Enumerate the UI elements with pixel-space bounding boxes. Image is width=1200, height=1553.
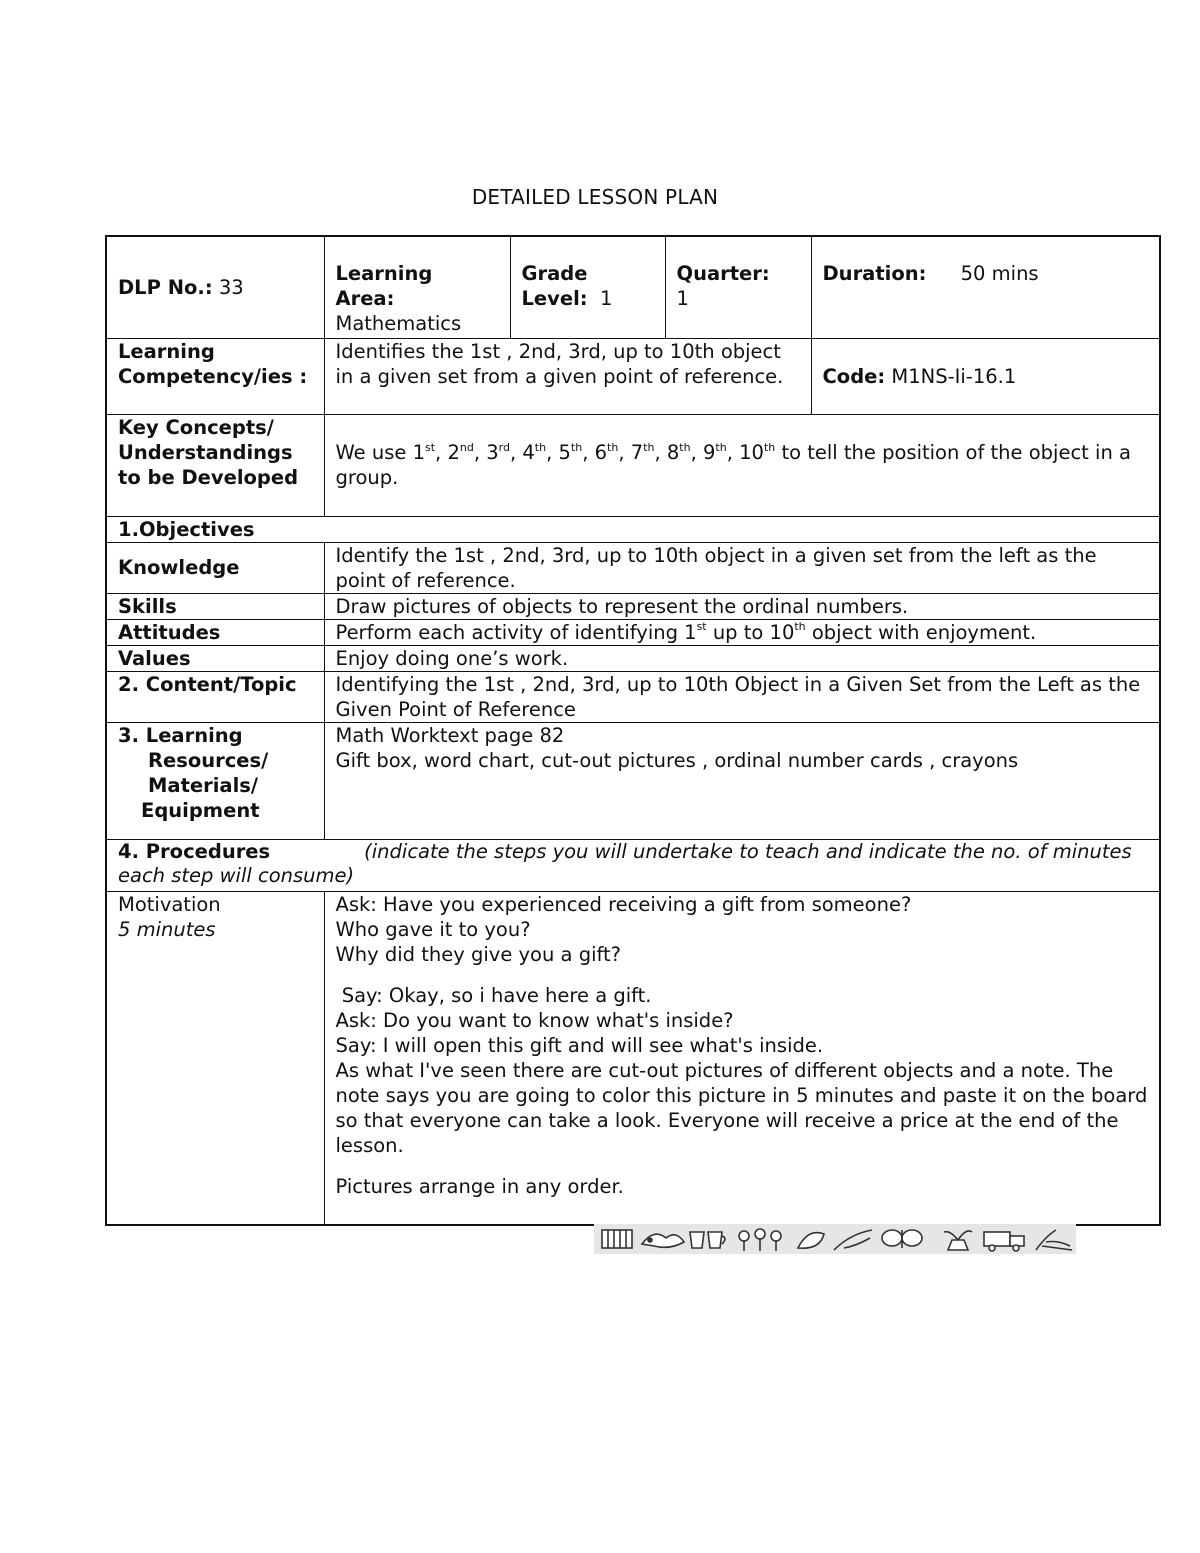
knowledge-text: Identify the 1st , 2nd, 3rd, up to 10th object in a given set from the left as the point of reference.: [324, 542, 1160, 593]
ordinal-number: 7: [630, 441, 644, 464]
key-concepts-label: Key Concepts/ Understandings to be Developed: [106, 414, 324, 516]
grade-line: Level: 1: [521, 287, 613, 310]
attitudes-sup2: th: [794, 620, 806, 633]
skills-row: [106, 593, 1160, 619]
ordinal-number: 10: [739, 441, 764, 464]
attitudes-pre: Perform each activity of identifying 1: [335, 620, 697, 644]
content-text: Identifying the 1st , 2nd, 3rd, up to 10th Object in a Given Set from the Left as the Given Point of Reference: [324, 671, 1160, 722]
learning-area-label: Learning Area:: [335, 262, 433, 310]
knowledge-label: Knowledge: [106, 542, 324, 593]
key-concepts-sentence: We use 1st, 2nd, 3rd, 4th, 5th, 6th, 7th, 8th, 9th, 10th to tell the position of the object in a group.: [335, 440, 1131, 489]
grade-value: 1: [599, 287, 613, 310]
cut-out-pictures-image: [594, 1224, 1076, 1254]
values-label: Values: [106, 645, 324, 671]
plant-icon: [944, 1231, 972, 1250]
dlp-cell: [106, 236, 324, 338]
ordinal-number: 1: [412, 441, 425, 464]
quarter-label: Quarter:: [676, 262, 770, 285]
resources-line-1: Math Worktext page 82: [335, 723, 565, 747]
resources-label: [106, 722, 324, 839]
attitudes-mid: up to 10: [712, 620, 795, 644]
resources-label-1: 3. Learning: [118, 723, 243, 747]
knowledge-row: [106, 542, 1160, 593]
ordinal-suffix: st: [424, 440, 436, 454]
ruler-icon: [602, 1230, 632, 1248]
ordinal-number: 4: [522, 441, 535, 464]
content-label: 2. Content/Topic: [106, 671, 324, 722]
duration-label: Duration:: [822, 262, 927, 285]
motivation-label: Motivation: [118, 892, 221, 916]
ordinal-number: 5: [558, 441, 571, 464]
procedures-heading: 4. Procedures: [118, 839, 271, 863]
motivation-label-cell: [106, 891, 324, 1225]
procedures-cell: [106, 839, 1160, 891]
ordinal-number: 8: [666, 441, 680, 464]
dlp-label: DLP No.:: [118, 275, 213, 299]
code-cell: [811, 338, 1160, 414]
resources-label-2: Resources/: [148, 748, 269, 772]
resources-row: [106, 722, 1160, 839]
resources-label-3: Materials/: [148, 773, 258, 797]
attitudes-post: object with enjoyment.: [811, 620, 1037, 644]
lesson-plan-table: [105, 235, 1161, 1226]
resources-text: [324, 722, 1160, 839]
learning-area-value: Mathematics: [335, 312, 462, 335]
motivation-line: Ask: Do you want to know what's inside?: [335, 1008, 734, 1032]
grade-cell: [510, 236, 665, 338]
ordinal-suffix: th: [607, 440, 619, 454]
flower-icon: [739, 1229, 781, 1251]
motivation-line: Who gave it to you?: [335, 917, 531, 941]
motivation-closing: Pictures arrange in any order.: [335, 1174, 624, 1198]
quarter-cell: [665, 236, 811, 338]
attitudes-sup1: st: [696, 620, 707, 633]
grade-label-line: Grade: [521, 262, 588, 285]
attitudes-row: [106, 619, 1160, 645]
learning-area-cell: [324, 236, 510, 338]
ordinal-number: 9: [703, 441, 716, 464]
attitudes-text: [324, 619, 1160, 645]
attitudes-label: Attitudes: [106, 619, 324, 645]
ordinal-suffix: th: [715, 440, 727, 454]
key-concepts-row: [106, 414, 1160, 516]
cut-out-pictures-strip: [594, 1224, 1076, 1254]
code-value: M1NS-Ii-16.1: [891, 364, 1017, 388]
cup-icon: [690, 1232, 725, 1248]
ordinal-number: 2: [447, 441, 460, 464]
key-concepts-text: [324, 414, 1160, 516]
motivation-row: [106, 891, 1160, 1225]
ordinal-suffix: th: [534, 440, 547, 454]
motivation-line: Say: I will open this gift and will see what's inside.: [335, 1033, 824, 1057]
competency-row: [106, 338, 1160, 414]
competency-label: Learning Competency/ies :: [106, 338, 324, 414]
objectives-heading: 1.Objectives: [106, 516, 1160, 542]
tree-icon: [1036, 1230, 1072, 1250]
motivation-line: Ask: Have you experienced receiving a gift from someone?: [335, 892, 912, 916]
page-title: DETAILED LESSON PLAN: [471, 185, 719, 209]
motivation-time: 5 minutes: [118, 917, 216, 941]
leaf-icon: [798, 1230, 872, 1250]
procedures-note: (indicate the steps you will undertake to teach and indicate the no. of minutes each step will consume): [118, 839, 1132, 887]
ordinal-number: 6: [594, 441, 608, 464]
skills-text: Draw pictures of objects to represent the ordinal numbers.: [324, 593, 1160, 619]
code-label: Code:: [822, 364, 886, 388]
skills-label: Skills: [106, 593, 324, 619]
dlp-value: 33: [218, 275, 244, 299]
ordinal-number: 3: [486, 441, 499, 464]
ordinal-suffix: rd: [498, 440, 510, 454]
resources-label-4: Equipment: [141, 798, 260, 822]
objectives-heading-row: [106, 516, 1160, 542]
motivation-line: Say: Okay, so i have here a gift.: [335, 983, 652, 1007]
duration-cell: [811, 236, 1160, 338]
quarter-value: 1: [676, 287, 689, 310]
motivation-line: Why did they give you a gift?: [335, 942, 622, 966]
content-row: [106, 671, 1160, 722]
ordinal-suffix: th: [570, 440, 583, 454]
header-row: [106, 236, 1160, 338]
motivation-paragraph: As what I've seen there are cut-out pictures of different objects and a note. The note says you are going to color this picture in 5 minutes and paste it on the board so that everyone can take a look. Everyone will receive a price at the end of the lesson.: [335, 1058, 1148, 1157]
resources-line-2: Gift box, word chart, cut-out pictures , ordinal number cards , crayons: [335, 748, 1019, 772]
butterfly-icon: [882, 1230, 922, 1248]
values-row: [106, 645, 1160, 671]
truck-icon: [984, 1232, 1024, 1251]
duration-value: 50 mins: [960, 262, 1039, 285]
ordinal-suffix: th: [763, 440, 776, 454]
values-text: Enjoy doing one’s work.: [324, 645, 1160, 671]
ordinal-suffix: th: [679, 440, 691, 454]
bird-icon: [642, 1234, 684, 1247]
motivation-text: [324, 891, 1160, 1225]
competency-text: Identifies the 1st , 2nd, 3rd, up to 10th object in a given set from a given point of reference.: [324, 338, 811, 414]
procedures-row: [106, 839, 1160, 891]
ordinal-suffix: nd: [459, 440, 474, 454]
ordinal-suffix: th: [643, 440, 655, 454]
